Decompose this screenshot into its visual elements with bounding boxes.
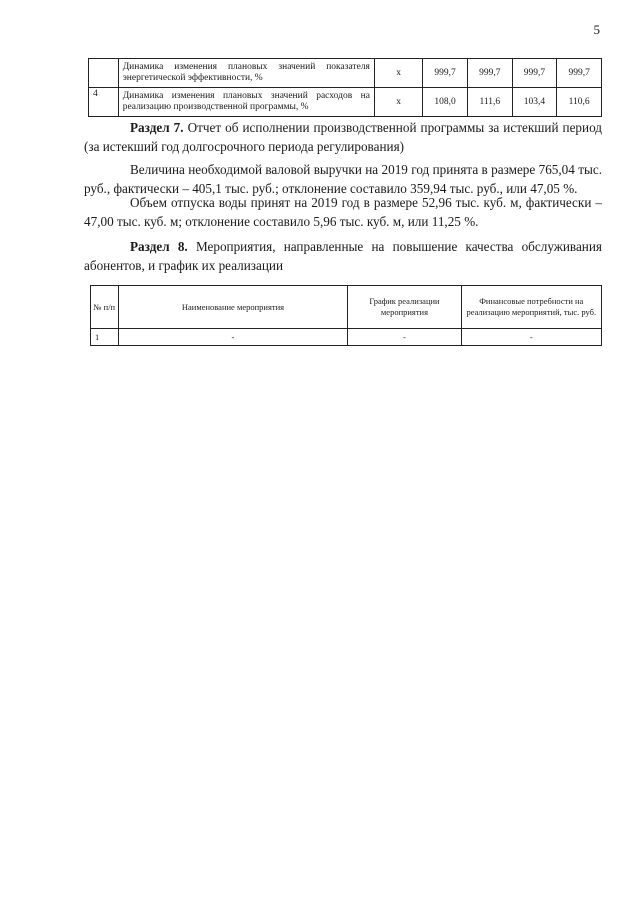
section7-label: Раздел 7. <box>130 120 184 135</box>
section7-paragraph-water: Объем отпуска воды принят на 2019 год в размере 52,96 тыс. куб. м, фактически – 47,00 тыс. куб. м; отклонение составило 5,96 тыс. куб. м, или 11,25 %. <box>84 195 602 229</box>
indicator-value: 999,7 <box>423 59 468 88</box>
row-number: 1 <box>91 329 119 346</box>
indicator-name: Динамика изменения плановых значений показателя энергетической эффективности, % <box>118 59 374 88</box>
table-row <box>89 88 602 117</box>
table-row <box>91 329 602 346</box>
column-header: Наименование мероприятия <box>118 286 348 329</box>
measure-financing: - <box>461 329 601 346</box>
indicator-name: Динамика изменения плановых значений расходов на реализацию производственной программы, % <box>118 88 374 117</box>
section7-heading <box>84 118 602 156</box>
row-number <box>89 59 119 88</box>
column-header: График реализации мероприятия <box>348 286 461 329</box>
measures-table <box>90 285 602 346</box>
row-number: 4 <box>89 88 119 117</box>
measure-schedule: - <box>348 329 461 346</box>
page-number: 5 <box>593 22 600 37</box>
indicator-value: 999,7 <box>467 59 512 88</box>
indicator-value: 111,6 <box>467 88 512 117</box>
table-header-row <box>91 286 602 329</box>
indicator-unit: х <box>374 59 422 88</box>
indicator-value: 999,7 <box>557 59 602 88</box>
indicator-unit: х <box>374 88 422 117</box>
measure-name: - <box>118 329 348 346</box>
indicator-value: 103,4 <box>512 88 557 117</box>
section7-title: Отчет об исполнении производственной программы за истекший период (за истекший год долгосрочного периода регулирования) <box>84 120 603 154</box>
section8-heading <box>84 237 602 275</box>
section7-paragraph-revenue: Величина необходимой валовой выручки на 2019 год принята в размере 765,04 тыс. руб., фактически – 405,1 тыс. руб.; отклонение составило 359,94 тыс. руб., или 47,05 %. <box>84 162 602 196</box>
section8-title: Мероприятия, направленные на повышение качества обслуживания абонентов, и график их реализации <box>84 239 602 273</box>
indicator-value: 110,6 <box>557 88 602 117</box>
column-header: № п/п <box>91 286 119 329</box>
column-header: Финансовые потребности на реализацию мероприятий, тыс. руб. <box>461 286 601 329</box>
section8-label: Раздел 8. <box>130 239 188 254</box>
indicator-value: 108,0 <box>423 88 468 117</box>
indicator-value: 999,7 <box>512 59 557 88</box>
indicators-table <box>88 58 602 117</box>
table-row <box>89 59 602 88</box>
